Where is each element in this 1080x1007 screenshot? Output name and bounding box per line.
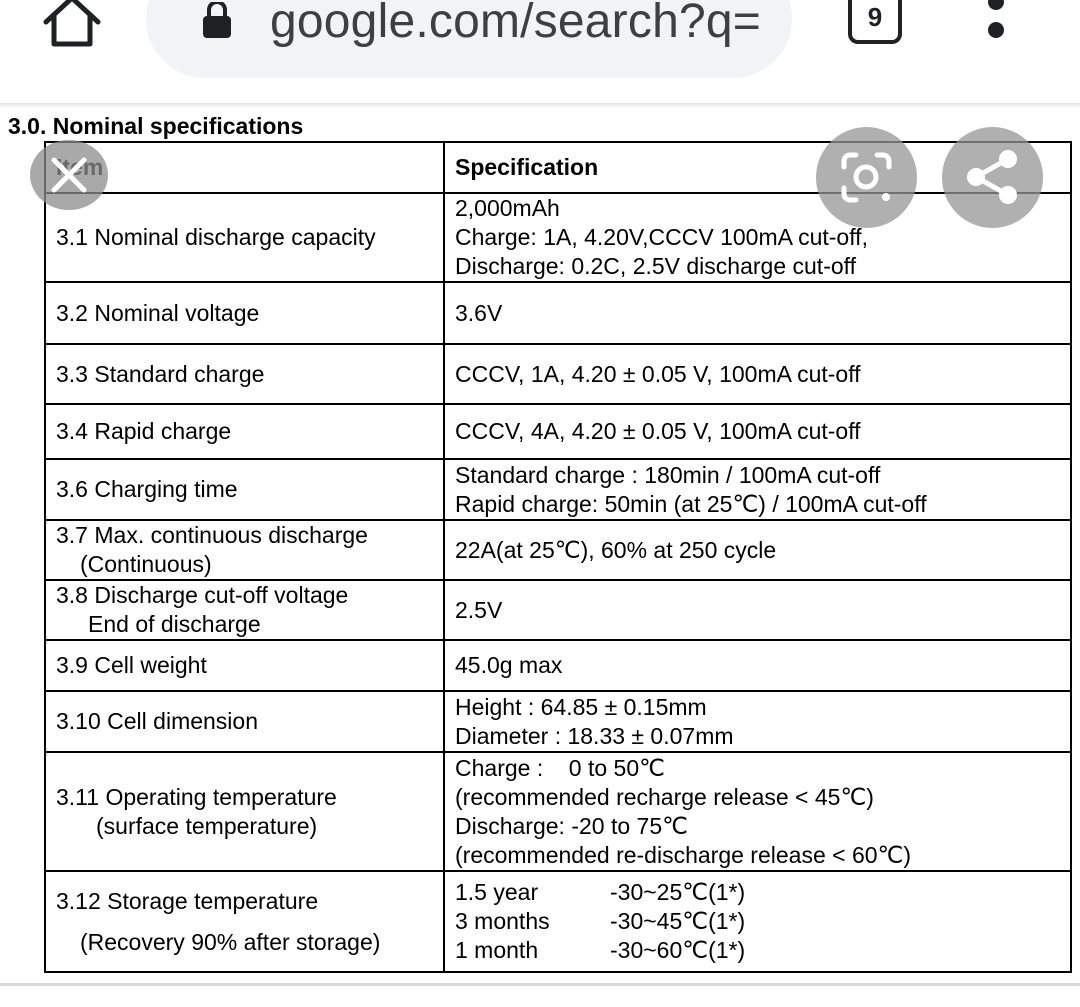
table-row bbox=[45, 580, 1071, 640]
row-spec: CCCV, 1A, 4.20 ± 0.05 V, 100mA cut-off bbox=[444, 344, 1071, 404]
row-spec: 3.6V bbox=[444, 282, 1071, 344]
row-item bbox=[45, 580, 444, 640]
spec-line: Diameter : 18.33 ± 0.07mm bbox=[455, 722, 734, 749]
row-spec bbox=[444, 752, 1071, 871]
spec-line: 2,000mAh bbox=[455, 195, 560, 221]
row-item bbox=[45, 871, 444, 972]
spec-line: Standard charge : 180min / 100mA cut-off bbox=[455, 461, 881, 488]
row-item: 3.2 Nominal voltage bbox=[45, 282, 444, 344]
item-line: 3.7 Max. continuous discharge bbox=[56, 522, 368, 548]
item-line: End of discharge bbox=[88, 611, 261, 637]
storage-line bbox=[455, 936, 1060, 965]
spec-line: Rapid charge: 50min (at 25℃) / 100mA cut-off bbox=[455, 490, 927, 517]
storage-period: 3 months bbox=[455, 908, 550, 934]
url-text[interactable]: google.com/search?q= bbox=[270, 0, 761, 48]
table-row bbox=[45, 459, 1071, 520]
spec-line: Charge : 0 to 50℃ bbox=[455, 754, 665, 781]
row-item: 3.1 Nominal discharge capacity bbox=[45, 193, 444, 282]
row-spec bbox=[444, 871, 1071, 972]
lock-icon[interactable] bbox=[200, 2, 234, 40]
table-row bbox=[45, 691, 1071, 752]
row-item: 3.6 Charging time bbox=[45, 459, 444, 520]
section-title: 3.0. Nominal specifications bbox=[8, 113, 304, 139]
table-row bbox=[45, 404, 1071, 459]
image-viewer bbox=[0, 109, 1080, 979]
item-line: 3.11 Operating temperature bbox=[56, 783, 337, 810]
storage-range: -30~45℃(1*) bbox=[610, 908, 746, 934]
tab-count: 9 bbox=[867, 1, 883, 32]
row-item bbox=[45, 752, 444, 871]
table-header-row bbox=[45, 142, 1071, 193]
bottom-divider bbox=[0, 983, 1080, 986]
browser-toolbar bbox=[0, 0, 1080, 103]
row-spec: 45.0g max bbox=[444, 640, 1071, 691]
storage-range: -30~25℃(1*) bbox=[610, 879, 746, 905]
item-line: (Continuous) bbox=[80, 551, 212, 577]
storage-range: -30~60℃(1*) bbox=[610, 937, 746, 963]
header-specification: Specification bbox=[444, 142, 1071, 193]
storage-period: 1.5 year bbox=[455, 879, 539, 905]
table-row bbox=[45, 640, 1071, 691]
spec-line: Discharge: 0.2C, 2.5V discharge cut-off bbox=[455, 253, 857, 279]
more-vert-icon[interactable] bbox=[984, 0, 1008, 44]
item-line: 3.8 Discharge cut-off voltage bbox=[56, 582, 349, 608]
spec-line: (recommended recharge release < 45℃) bbox=[455, 783, 874, 810]
table-row bbox=[45, 752, 1071, 871]
row-spec: 22A(at 25℃), 60% at 250 cycle bbox=[444, 520, 1071, 580]
home-icon[interactable] bbox=[40, 0, 104, 50]
tab-switcher-button[interactable] bbox=[848, 0, 902, 44]
row-item: 3.4 Rapid charge bbox=[45, 404, 444, 459]
spec-line: (recommended re-discharge release < 60℃) bbox=[455, 841, 912, 868]
table-row bbox=[45, 520, 1071, 580]
row-item: 3.3 Standard charge bbox=[45, 344, 444, 404]
share-icon[interactable] bbox=[942, 127, 1043, 228]
row-item: 3.10 Cell dimension bbox=[45, 691, 444, 752]
table-row bbox=[45, 344, 1071, 404]
storage-line bbox=[455, 907, 1060, 936]
table-row bbox=[45, 193, 1071, 282]
item-line: 3.12 Storage temperature bbox=[56, 887, 319, 914]
spec-line: Discharge: -20 to 75℃ bbox=[455, 812, 688, 839]
spec-line: Height : 64.85 ± 0.15mm bbox=[455, 693, 707, 720]
storage-line bbox=[455, 878, 1060, 907]
row-item bbox=[45, 520, 444, 580]
item-line: (surface temperature) bbox=[96, 812, 318, 839]
row-item: 3.9 Cell weight bbox=[45, 640, 444, 691]
table-row bbox=[45, 871, 1071, 972]
row-spec bbox=[444, 691, 1071, 752]
close-icon[interactable] bbox=[30, 140, 108, 210]
row-spec bbox=[444, 459, 1071, 520]
table-row bbox=[45, 282, 1071, 344]
spec-line: Charge: 1A, 4.20V,CCCV 100mA cut-off, bbox=[455, 224, 868, 250]
item-line: (Recovery 90% after storage) bbox=[80, 928, 381, 955]
spec-table bbox=[44, 141, 1072, 973]
lens-search-icon[interactable] bbox=[816, 127, 917, 228]
storage-period: 1 month bbox=[455, 937, 539, 963]
row-spec: CCCV, 4A, 4.20 ± 0.05 V, 100mA cut-off bbox=[444, 404, 1071, 459]
row-spec: 2.5V bbox=[444, 580, 1071, 640]
